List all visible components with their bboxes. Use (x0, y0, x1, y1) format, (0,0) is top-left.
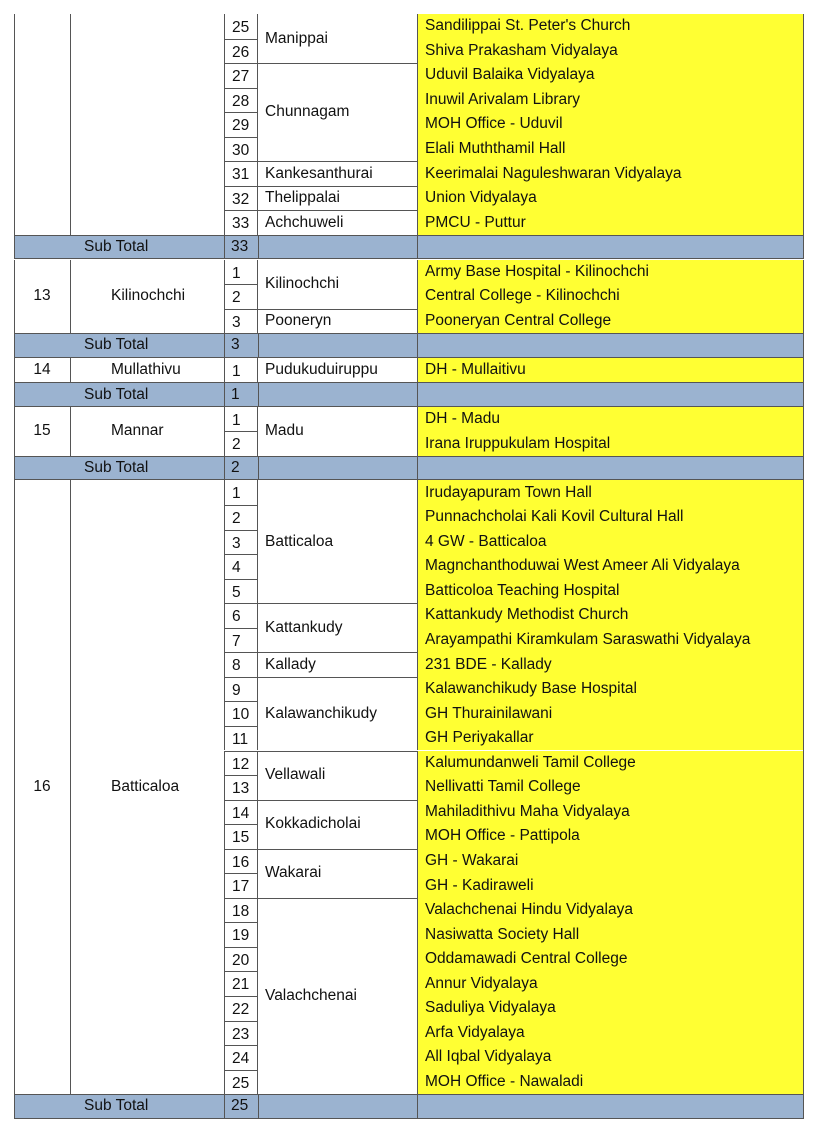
location-name: Shiva Prakasham Vidyalaya (417, 39, 804, 64)
subtotal-value: 33 (231, 238, 249, 256)
division-name: Valachchenai (265, 986, 357, 1004)
row-number: 24 (224, 1045, 258, 1070)
row-number: 28 (224, 88, 258, 113)
district-number: 14 (33, 360, 51, 378)
row-number: 20 (224, 947, 258, 972)
row-number: 7 (224, 628, 258, 653)
location-name: Keerimalai Naguleshwaran Vidyalaya (417, 161, 804, 186)
district-number: 15 (33, 422, 51, 440)
location-name: MOH Office - Uduvil (417, 112, 804, 137)
location-name: Nellivatti Tamil College (417, 775, 804, 800)
district-number (14, 14, 70, 235)
column-border (803, 358, 804, 383)
location-name: Saduliya Vidyalaya (417, 996, 804, 1021)
location-name: PMCU - Puttur (417, 210, 804, 235)
location-name: Sandilippai St. Peter's Church (417, 14, 804, 39)
location-name: 4 GW - Batticaloa (417, 530, 804, 555)
division-name: Manippai (265, 29, 328, 47)
location-name: Kattankudy Methodist Church (417, 603, 804, 628)
row-number: 29 (224, 112, 258, 137)
row-number: 23 (224, 1021, 258, 1046)
division-name: Kokkadicholai (265, 815, 361, 833)
location-name: Union Vidyalaya (417, 186, 804, 211)
subtotal-label: Sub Total (84, 1097, 149, 1115)
row-number: 33 (224, 210, 258, 235)
row-number: 2 (224, 505, 258, 530)
row-number: 12 (224, 751, 258, 776)
subtotal-label: Sub Total (84, 336, 149, 354)
location-name: Irudayapuram Town Hall (417, 480, 804, 505)
division-name: Thelippalai (265, 189, 340, 207)
location-name: GH - Kadiraweli (417, 873, 804, 898)
district-name: Batticaloa (111, 778, 180, 796)
subtotal-divider (417, 235, 418, 260)
district-number: 16 (33, 778, 51, 796)
column-border (803, 14, 804, 235)
subtotal-label: Sub Total (84, 459, 149, 477)
row-number: 25 (224, 14, 258, 39)
column-border (14, 358, 15, 383)
row-number: 11 (224, 726, 258, 751)
location-name: GH - Wakarai (417, 849, 804, 874)
subtotal-divider (224, 333, 225, 358)
row-number: 19 (224, 922, 258, 947)
row-number: 1 (224, 260, 258, 285)
row-number: 32 (224, 186, 258, 211)
row-number: 30 (224, 137, 258, 162)
row-number: 26 (224, 39, 258, 64)
location-name: Mahiladithivu Maha Vidyalaya (417, 800, 804, 825)
location-name: Central College - Kilinochchi (417, 284, 804, 309)
row-number: 17 (224, 873, 258, 898)
column-border (14, 480, 15, 1094)
division-name: Kankesanthurai (265, 164, 373, 182)
district-name: Kilinochchi (111, 287, 186, 305)
row-number: 1 (224, 407, 258, 432)
location-name: Inuwil Arivalam Library (417, 88, 804, 113)
subtotal-divider (258, 456, 259, 481)
row-number: 21 (224, 971, 258, 996)
row-number: 1 (224, 480, 258, 505)
location-name: GH Periyakallar (417, 726, 804, 751)
subtotal-divider (417, 1094, 418, 1119)
subtotal-divider (417, 333, 418, 358)
column-border (803, 407, 804, 456)
location-name: Elali Muththamil Hall (417, 137, 804, 162)
column-border (14, 260, 15, 334)
row-number: 10 (224, 701, 258, 726)
location-name: All Iqbal Vidyalaya (417, 1045, 804, 1070)
row-number: 1 (224, 358, 258, 383)
division-name: Pudukuduiruppu (265, 360, 378, 378)
row-number: 5 (224, 579, 258, 604)
location-name: Valachchenai Hindu Vidyalaya (417, 898, 804, 923)
subtotal-divider (224, 382, 225, 407)
location-name: MOH Office - Pattipola (417, 824, 804, 849)
subtotal-divider (224, 456, 225, 481)
subtotal-value: 2 (231, 459, 240, 477)
column-border (14, 407, 15, 456)
row-number: 2 (224, 284, 258, 309)
location-name: GH Thurainilawani (417, 701, 804, 726)
location-name: Oddamawadi Central College (417, 947, 804, 972)
row-number: 27 (224, 63, 258, 88)
row-number: 8 (224, 652, 258, 677)
subtotal-divider (258, 235, 259, 260)
location-name: Punnachcholai Kali Kovil Cultural Hall (417, 505, 804, 530)
district-name: Mullathivu (111, 360, 181, 378)
division-name: Pooneryn (265, 311, 332, 329)
row-number: 22 (224, 996, 258, 1021)
row-number: 18 (224, 898, 258, 923)
subtotal-divider (224, 235, 225, 260)
subtotal-value: 25 (231, 1097, 249, 1115)
subtotal-divider (417, 382, 418, 407)
location-name: Kalumundanweli Tamil College (417, 751, 804, 776)
subtotal-value: 1 (231, 385, 240, 403)
division-name: Madu (265, 422, 304, 440)
division-name: Batticaloa (265, 532, 334, 550)
district-number: 13 (33, 287, 51, 305)
column-border (70, 260, 71, 334)
district-name (70, 14, 224, 235)
location-name: Magnchanthoduwai West Ameer Ali Vidyalaya (417, 554, 804, 579)
column-border (803, 260, 804, 334)
row-number: 9 (224, 677, 258, 702)
location-name: Arayampathi Kiramkulam Saraswathi Vidyalaya (417, 628, 804, 653)
location-name: Pooneryan Central College (417, 309, 804, 334)
location-name: Annur Vidyalaya (417, 971, 804, 996)
location-name: Arfa Vidyalaya (417, 1021, 804, 1046)
location-name: Batticoloa Teaching Hospital (417, 579, 804, 604)
location-name: DH - Mullaitivu (417, 358, 804, 383)
location-name: MOH Office - Nawaladi (417, 1070, 804, 1095)
row-number: 14 (224, 800, 258, 825)
census-location-table (14, 14, 804, 1118)
division-name: Kallady (265, 655, 316, 673)
subtotal-divider (417, 456, 418, 481)
division-name: Vellawali (265, 766, 326, 784)
location-name: DH - Madu (417, 407, 804, 432)
location-name: Irana Iruppukulam Hospital (417, 431, 804, 456)
row-number: 16 (224, 849, 258, 874)
column-border (70, 480, 71, 1094)
location-name: Army Base Hospital - Kilinochchi (417, 260, 804, 285)
column-border (70, 407, 71, 456)
location-name: 231 BDE - Kallady (417, 652, 804, 677)
row-number: 3 (224, 309, 258, 334)
division-name: Achchuweli (265, 213, 344, 231)
row-number: 3 (224, 530, 258, 555)
subtotal-divider (258, 333, 259, 358)
subtotal-label: Sub Total (84, 238, 149, 256)
location-name: Kalawanchikudy Base Hospital (417, 677, 804, 702)
row-number: 4 (224, 554, 258, 579)
column-border (14, 14, 15, 235)
division-name: Kattankudy (265, 618, 343, 636)
location-name: Uduvil Balaika Vidyalaya (417, 63, 804, 88)
division-name: Wakarai (265, 864, 322, 882)
division-name: Kilinochchi (265, 275, 340, 293)
district-name: Mannar (111, 422, 164, 440)
division-name: Kalawanchikudy (265, 704, 378, 722)
row-number: 2 (224, 431, 258, 456)
subtotal-divider (258, 1094, 259, 1119)
location-name: Nasiwatta Society Hall (417, 922, 804, 947)
division-name: Chunnagam (265, 103, 350, 121)
row-number: 15 (224, 824, 258, 849)
row-number: 31 (224, 161, 258, 186)
row-number: 13 (224, 775, 258, 800)
row-number: 25 (224, 1070, 258, 1095)
subtotal-divider (224, 1094, 225, 1119)
subtotal-divider (258, 382, 259, 407)
row-number: 6 (224, 603, 258, 628)
column-border (70, 14, 71, 235)
column-border (70, 358, 71, 383)
column-border (803, 480, 804, 1094)
subtotal-value: 3 (231, 336, 240, 354)
subtotal-label: Sub Total (84, 385, 149, 403)
